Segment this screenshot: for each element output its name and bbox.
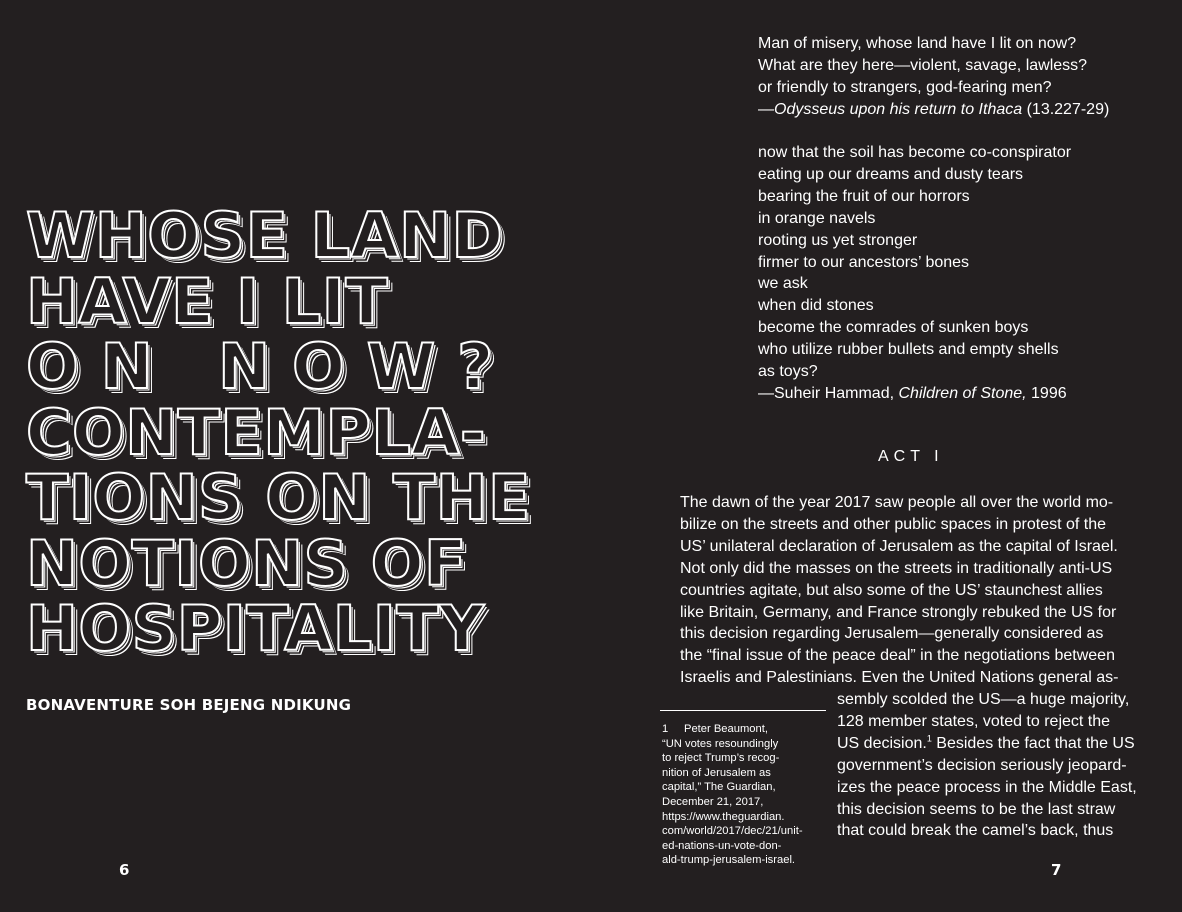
body-line: Not only did the masses on the streets in traditionally anti-US (680, 559, 1113, 577)
footnote-link[interactable]: ald-trump-jerusalem-israel. (662, 854, 796, 867)
footnote (662, 722, 832, 868)
title-line: WHOSE LAND (26, 199, 504, 272)
footnote-line: “UN votes resoundingly (662, 737, 779, 750)
body-text (680, 492, 1140, 689)
attribution-author: —Suheir Hammad, (758, 384, 899, 402)
footnote-line: December 21, 2017, (662, 795, 764, 808)
epigraph-line: eating up our dreams and dusty tears (758, 165, 1024, 183)
body-text-continued (837, 689, 1140, 842)
body-fragment: Besides the fact that the US (936, 734, 1135, 752)
epigraph-line: bearing the fruit of our horrors (758, 187, 970, 205)
body-line: bilize on the streets and other public spaces in protest of the (680, 515, 1107, 533)
footnote-reference[interactable]: 1 (926, 733, 932, 744)
title-line: NOTIONS OF (26, 526, 467, 600)
epigraph-line: when did stones (758, 297, 874, 315)
attribution-title: Children of Stone, (898, 384, 1027, 402)
essay-title (26, 199, 531, 665)
epigraph-line: in orange navels (758, 209, 876, 227)
epigraph-line: we ask (758, 275, 808, 293)
body-line (837, 733, 1140, 755)
body-line: izes the peace process in the Middle East, (837, 778, 1137, 796)
footnote-line (662, 722, 832, 737)
body-line: countries agitate, but also some of the US’ staunchest allies (680, 581, 1103, 599)
epigraph-line: rooting us yet stronger (758, 231, 918, 249)
page-number-left: 6 (119, 861, 130, 879)
body-line: that could break the camel’s back, thus (837, 822, 1114, 840)
body-line: government’s decision seriously jeopard- (837, 756, 1127, 774)
epigraph-line: firmer to our ancestors’ bones (758, 253, 970, 271)
title-line: CONTEMPLA- (26, 395, 487, 469)
footnote-link[interactable]: https://www.theguardian. (662, 810, 785, 823)
attribution-year: 1996 (1026, 384, 1067, 402)
epigraph-attribution (758, 383, 1071, 405)
epigraph-line: as toys? (758, 363, 818, 381)
body-fragment: US decision. (837, 734, 927, 752)
footnote-line: capital,” The Guardian, (662, 781, 776, 794)
body-line: like Britain, Germany, and France strongly rebuked the US for (680, 603, 1117, 621)
epigraph-hammad (758, 142, 1071, 405)
footnote-line: to reject Trump’s recog- (662, 752, 780, 765)
body-line: the “final issue of the peace deal” in the negotiations between (680, 647, 1115, 665)
title-line: HAVE I LIT (26, 264, 389, 338)
epigraph-odyssey (758, 33, 1109, 121)
footnote-line: nition of Jerusalem as (662, 766, 771, 779)
author-name: BONAVENTURE SOH BEJENG NDIKUNG (26, 696, 352, 714)
footnote-text: Peter Beaumont, (684, 723, 768, 735)
title-line: HOSPITALITY (26, 592, 485, 665)
section-heading: ACT I (878, 448, 944, 465)
title-line: TIONS ON THE (26, 461, 531, 534)
epigraph-line: What are they here—violent, savage, lawless? (758, 56, 1088, 74)
title-line: ON NOW? (26, 330, 516, 403)
footnote-rule (660, 710, 826, 711)
attribution-source: Odysseus upon his return to Ithaca (774, 100, 1023, 118)
attribution-reference: (13.227-29) (1022, 100, 1110, 118)
attribution-dash: — (758, 100, 774, 118)
epigraph-line: now that the soil has become co-conspirator (758, 144, 1072, 161)
body-line: The dawn of the year 2017 saw people all over the world mo- (680, 494, 1114, 511)
body-line: this decision regarding Jerusalem—generally considered as (680, 625, 1104, 643)
footnote-link[interactable]: ed-nations-un-vote-don- (662, 839, 782, 852)
page-number-right: 7 (1051, 861, 1062, 879)
epigraph-attribution (758, 99, 1109, 121)
epigraph-line: Man of misery, whose land have I lit on now? (758, 35, 1077, 52)
body-line: US’ unilateral declaration of Jerusalem as the capital of Israel. (680, 537, 1118, 555)
body-line: Israelis and Palestinians. Even the United Nations general as- (680, 669, 1119, 687)
body-line: sembly scolded the US—a huge majority, (837, 691, 1130, 708)
epigraph-line: who utilize rubber bullets and empty shells (758, 341, 1059, 359)
epigraph-line: become the comrades of sunken boys (758, 319, 1029, 337)
epigraph-line: or friendly to strangers, god-fearing men? (758, 78, 1052, 96)
right-page (591, 0, 1182, 912)
body-line: this decision seems to be the last straw (837, 800, 1116, 818)
footnote-link[interactable]: com/world/2017/dec/21/unit- (662, 825, 803, 838)
footnote-number: 1 (662, 723, 669, 735)
body-line: 128 member states, voted to reject the (837, 712, 1111, 730)
